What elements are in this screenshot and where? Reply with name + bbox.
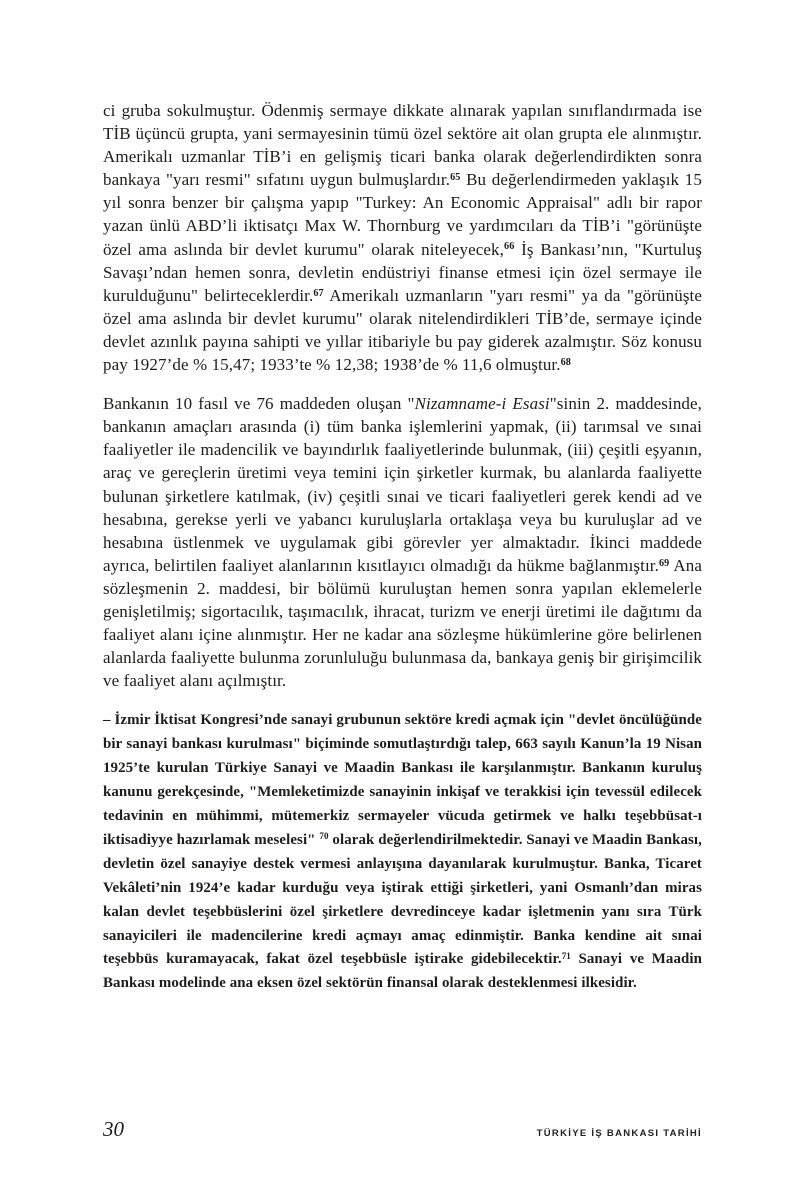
note-paragraph: – İzmir İktisat Kongresi’nde sanayi grubunun sektöre kredi açmak için "devlet öncülüğünde bir sanayi bankası kurulması" biçiminde somutlaştırdığı talep, 663 sayılı Kanun’la 19 Nisan 1925’te kurulan Türkiye Sanayi ve Maadin Bankası ile karşılanmıştır. Bankanın kuruluş kanunu gerekçesinde, "Memleketimizde sanayinin inkişaf ve terakkisi için tevessül edilecek tedavinin en mühimmi, mütemerkiz sermayeler vücuda getirmek ve halkı teşebbüsat-ı iktisadiyye hazırlamak meselesi" $^{70}$ olarak değerlendirilmektedir. Sanayi ve Maadin Bankası, devletin özel sanayiye destek vermesi anlayışına dayanılarak kurulmuştur. Banka, Ticaret Vekâleti’nin 1924’e kadar kurduğu veya iştirak ettiği şirketleri, yani Osmanlı’dan miras kalan devlet teşebbüslerini özel şirketlere devredinceye kadar işletmenin yanı sıra Türk sanayicileri ile madencilerine kredi açmayı amaç edinmiştir. Banka kendine ait sınai teşebbüs kuramayacak, fakat özel teşebbüsle iştirake gidebilecektir.$^{71}$ Sanayi ve Maadin Bankası modelinde ana eksen özel sektörün finansal olarak desteklenmesi ilkesidir. bbox=[103, 712, 702, 992]
page-footer bbox=[103, 1117, 702, 1142]
body-paragraph-1: ci gruba sokulmuştur. Ödenmiş sermaye dikkate alınarak yapılan sınıflandırmada ise TİB üçüncü grupta, yani sermayesinin tümü özel sektöre ait olan grupta ele alınmıştır. Amerikalı uzmanlar TİB’i en gelişmiş ticari banka olarak değerlendirdikten sonra bankaya "yarı resmi" sıfatını uygun bulmuşlardır.$^{65}$ Bu değerlendirmeden yaklaşık 15 yıl sonra benzer bir çalışma yapıp "Turkey: An Economic Appraisal" adlı bir rapor yazan ünlü ABD’li iktisatçı Max W. Thornburg ve yardımcıları da TİB’i "görünüşte özel ama aslında bir devlet kurumu" olarak niteleyecek,$^{66}$ İş Bankası’nın, "Kurtuluş Savaşı’ndan hemen sonra, devletin endüstriyi finanse etmesi için özel sermaye ile kurulduğunu" belirteceklerdir.$^{67}$ Amerikalı uzmanların "yarı resmi" ya da "görünüşte özel ama aslında bir devlet kurumu" olarak nitelendirdikleri TİB’de, sermaye içinde devlet azınlık payına sahipti ve yıllar itibariyle bu pay giderek azalmıştır. Söz konusu pay 1927’de % 15,47; 1933’te % 12,38; 1938’de % 11,6 olmuştur.$^{68}$ bbox=[103, 101, 703, 375]
body-paragraph-2: Bankanın 10 fasıl ve 76 maddeden oluşan "Nizamname-i Esasi"sinin 2. maddesinde, bankanın amaçları arasında (i) tüm banka işlemlerini yapmak, (ii) tarımsal ve sınai faaliyetler ile madencilik ve bayındırlık faaliyetlerinde bulunmak, (iii) çeşitli eşyanın, araç ve gereçlerin üretimi veya temini için şirketler kurmak, bu alanlarda faaliyette bulunan şirketlere katılmak, (iv) çeşitli sınai ve ticari faaliyetleri gerek kendi ad ve hesabına, gerekse yerli ve yabancı kuruluşlarla ortaklaşa veya bu kuruluşlar ad ve hesabına üstlenmek ve uygulamak gibi görevler yer almaktadır. İkinci maddede ayrıca, belirtilen faaliyet alanlarının kısıtlayıcı olmadığı da hükme bağlanmıştır.$^{69}$ Ana sözleşmenin 2. maddesi, bir bölümü kuruluştan hemen sonra yapılan eklemelerle genişletilmiş; sigortacılık, taşımacılık, ihracat, turizm ve enerji üretimi ile dağıtımı da faaliyet alanı içine alınmıştır. Her ne kadar ana sözleşme hükümlerine göre belirlenen alanlarda faaliyette bulunma zorunluluğu bulunmasa da, bankaya geniş bir girişimcilik ve faaliyet alanı açılmıştır. bbox=[103, 394, 703, 691]
page-number: 30 bbox=[103, 1117, 124, 1141]
text-block bbox=[103, 99, 702, 996]
running-title: TÜRKİYE İŞ BANKASI TARİHİ bbox=[536, 1128, 702, 1139]
